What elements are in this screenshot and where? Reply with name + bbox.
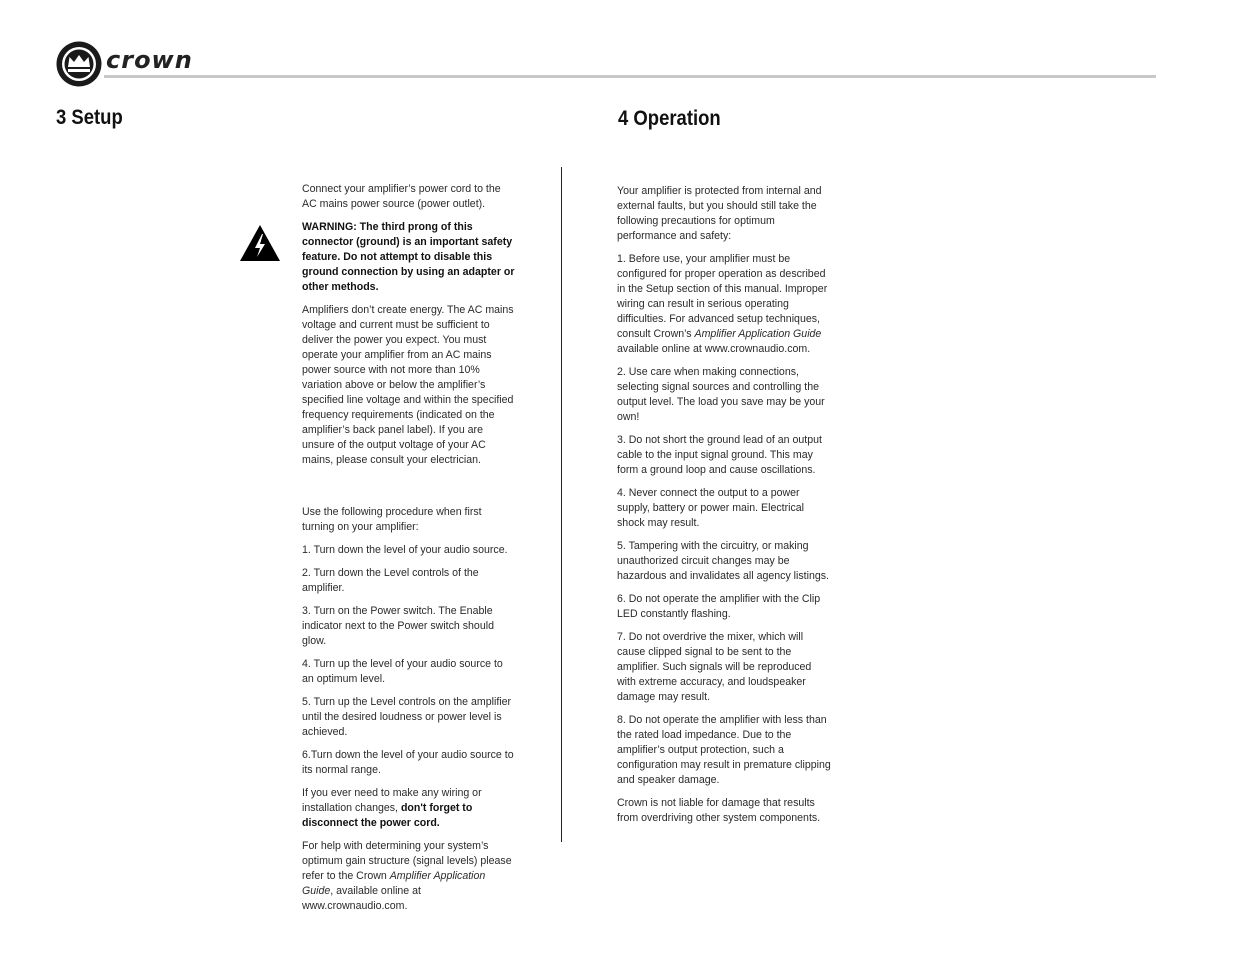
setup-step: 5. Turn up the Level controls on the amplifier until the desired loudness or power level is achieved. <box>302 696 512 738</box>
precaution-item: 4. Never connect the output to a power supply, battery or power main. Electrical shock may result. <box>617 487 805 529</box>
operation-column <box>617 184 831 834</box>
setup-step: 1. Turn down the level of your audio source. <box>302 544 508 556</box>
power-requirements: Amplifiers don’t create energy. The AC mains voltage and current must be sufficient to deliver the power you expect. You must operate your amplifier from an AC mains power source with not more than 10% variation above or below the amplifier’s specified line voltage and within the specified frequency requirements (indicated on the amplifier’s back panel label). If you are unsure of the output voltage of your AC mains, please consult your electrician. <box>302 304 514 466</box>
help-note: For help with determining your system’s optimum gain structure (signal levels) please refer to the Crown Amplifier Application Guide, available online at www.crownaudio.com. <box>302 840 512 912</box>
liability-disclaimer: Crown is not liable for damage that results from overdriving other system components. <box>617 797 821 824</box>
ground-warning: WARNING: The third prong of this connector (ground) is an important safety feature. Do not attempt to disable this ground connection by using an adapter or other methods. <box>302 221 515 293</box>
brand-wordmark: crown <box>106 46 193 74</box>
setup-step: 3. Turn on the Power switch. The Enable indicator next to the Power switch should glow. <box>302 605 494 647</box>
precaution-item: 7. Do not overdrive the mixer, which will cause clipped signal to be sent to the amplifier. Such signals will be reproduced with extreme accuracy, and loudspeaker damage may result. <box>617 631 812 703</box>
setup-step: 6.Turn down the level of your audio source to its normal range. <box>302 749 514 776</box>
column-divider <box>561 167 562 842</box>
header-rule <box>104 75 1156 78</box>
precaution-item: 2. Use care when making connections, selecting signal sources and controlling the output level. The load you save may be your own! <box>617 366 825 423</box>
procedure-intro: Use the following procedure when first turning on your amplifier: <box>302 506 482 533</box>
crown-logo-icon <box>55 40 103 88</box>
operation-intro: Your amplifier is protected from internal and external faults, but you should still take the following precautions for optimum performance and safety: <box>617 185 822 242</box>
precaution-item: 5. Tampering with the circuitry, or making unauthorized circuit changes may be hazardous and invalidates all agency listings. <box>617 540 830 582</box>
precaution-item: 1. Before use, your amplifier must be configured for proper operation as described in the Setup section of this manual. Improper wiring can result in serious operating difficulties. For advanced setup techniques, consult Crown’s Amplifier Application Guide available online at www.crownaudio.com. <box>617 253 828 355</box>
operation-title: 4 Operation <box>618 107 721 130</box>
electrical-warning-icon <box>239 224 281 262</box>
setup-column <box>302 182 516 922</box>
rewire-note: If you ever need to make any wiring or installation changes, don't forget to disconnect the power cord. <box>302 787 482 829</box>
precaution-item: 3. Do not short the ground lead of an output cable to the input signal ground. This may form a ground loop and cause oscillations. <box>617 434 822 476</box>
setup-intro: Connect your amplifier’s power cord to the AC mains power source (power outlet). <box>302 183 501 210</box>
precaution-item: 6. Do not operate the amplifier with the Clip LED constantly flashing. <box>617 593 821 620</box>
setup-step: 2. Turn down the Level controls of the amplifier. <box>302 567 479 594</box>
precaution-item: 8. Do not operate the amplifier with less than the rated load impedance. Due to the amplifier’s output protection, such a configuration may result in premature clipping and speaker damage. <box>617 714 831 786</box>
setup-step: 4. Turn up the level of your audio source to an optimum level. <box>302 658 503 685</box>
setup-title: 3 Setup <box>56 106 123 129</box>
